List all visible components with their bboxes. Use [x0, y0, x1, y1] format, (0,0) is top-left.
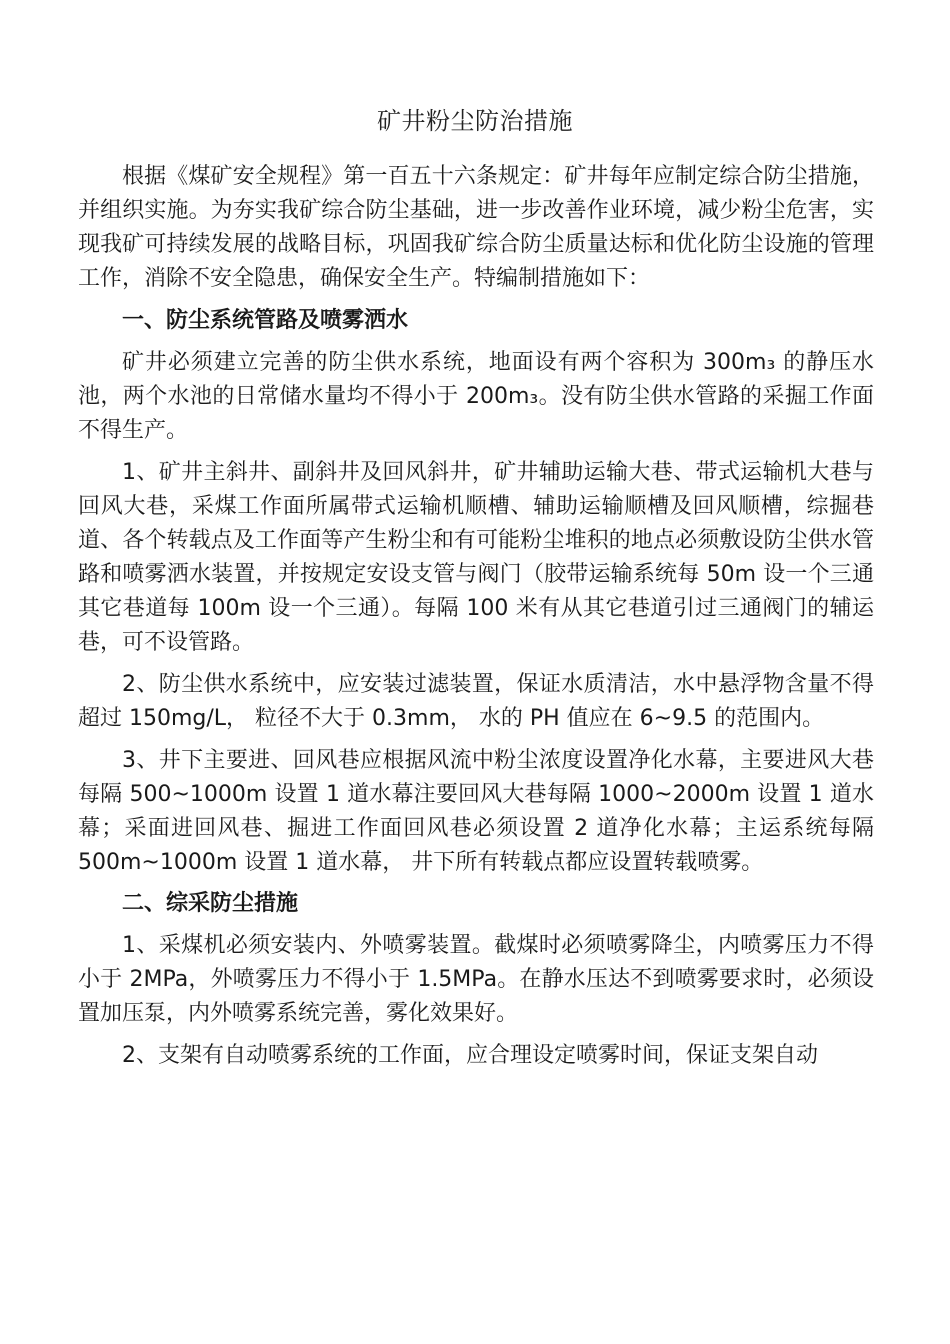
section-1-heading: 一、防尘系统管路及喷雾洒水 [122, 308, 409, 333]
section-1-paragraph-1: 1、矿井主斜井、副斜井及回风斜井，矿井辅助运输大巷、带式运输机大巷与回风大巷，采煤工作面所属带式运输机顺槽、辅助运输顺槽及回风顺槽，综掘巷道、各个转载点及工作面等产生粉尘和有可能粉尘堆积的地点必须敷设防尘供水管路和喷雾洒水装置，并按规定安设支管与阀门（胶带运输系统每 50m 设一个三通其它巷道每 100m 设一个三通）。每隔 100 米有从其它巷道引过三通阀门的辅运巷，可不设管路。 [78, 460, 874, 655]
section-1-paragraph-0: 矿井必须建立完善的防尘供水系统，地面设有两个容积为 300m₃ 的静压水池，两个水池的日常储水量均不得小于 200m₃。没有防尘供水管路的采掘工作面不得生产。 [78, 350, 874, 443]
section-2-paragraph-2: 2、支架有自动喷雾系统的工作面，应合理设定喷雾时间，保证支架自动 [122, 1043, 818, 1068]
document-title: 矿井粉尘防治措施 [377, 107, 573, 135]
document-body [78, 160, 874, 1081]
section-2-heading: 二、综采防尘措施 [122, 891, 299, 916]
section-1-paragraph-3: 3、井下主要进、回风巷应根据风流中粉尘浓度设置净化水幕，主要进风大巷每隔 500~1000m 设置 1 道水幕注要回风大巷每隔 1000~2000m 设置 1 道水幕；采面进回风巷、掘进工作面回风巷必须设置 2 道净化水幕；主运系统每隔 500m~1000m 设置 1 道水幕， 井下所有转载点都应设置转载喷雾。 [78, 748, 874, 875]
section-1-paragraph-2: 2、防尘供水系统中，应安装过滤装置，保证水质清洁，水中悬浮物含量不得超过 150mg/L， 粒径不大于 0.3mm， 水的 PH 值应在 6~9.5 的范围内。 [78, 672, 874, 731]
section-2-paragraph-1: 1、采煤机必须安装内、外喷雾装置。截煤时必须喷雾降尘，内喷雾压力不得小于 2MPa，外喷雾压力不得小于 1.5MPa。在静水压达不到喷雾要求时，必须设置加压泵，内外喷雾系统完善，雾化效果好。 [78, 933, 874, 1026]
intro-paragraph: 根据《煤矿安全规程》第一百五十六条规定：矿井每年应制定综合防尘措施，并组织实施。为夯实我矿综合防尘基础，进一步改善作业环境，减少粉尘危害，实现我矿可持续发展的战略目标，巩固我矿综合防尘质量达标和优化防尘设施的管理工作，消除不安全隐患，确保安全生产。特编制措施如下： [78, 164, 874, 291]
